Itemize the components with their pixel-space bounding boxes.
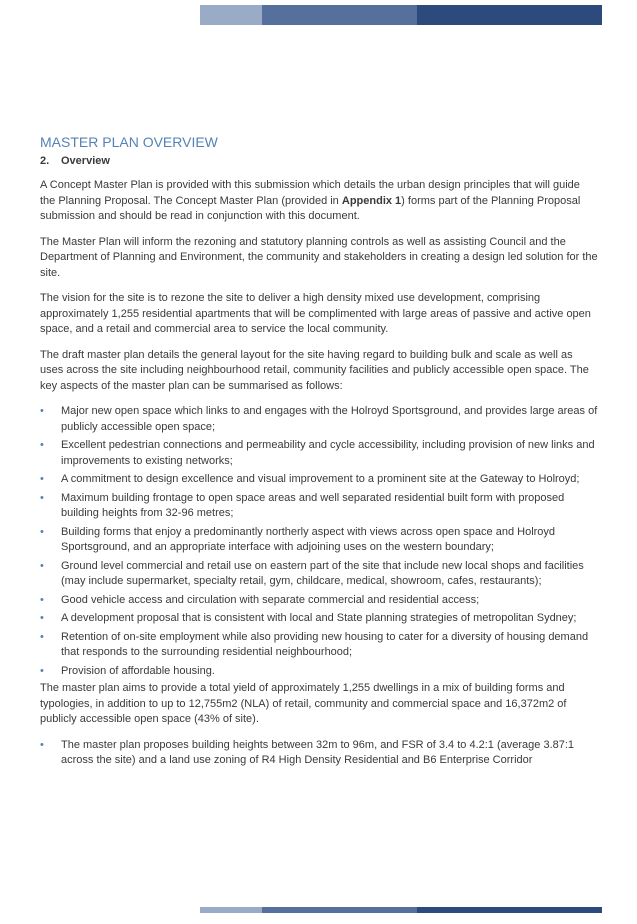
list-item-text: The master plan proposes building heights between 32m to 96m, and FSR of 3.4 to 4.2:1 (average 3.87:1 across the site) and a land use zoning of R4 High Density Residential and B6 Enterprise Corridor [61,738,575,766]
list-item-text: A commitment to design excellence and visual improvement to a prominent site at the Gateway to Holroyd; [61,473,580,485]
list-item-text: Good vehicle access and circulation with separate commercial and residential access; [61,593,480,606]
list-item [40,472,598,488]
list-item-text: Ground level commercial and retail use on eastern part of the site that include new local shops and facilities (may include supermarket, specialty retail, gym, childcare, medical, showroom, cafes, restaurants); [61,559,584,587]
list-item [40,611,598,627]
bullet-icon: • [40,525,44,538]
list-item-text: Provision of affordable housing. [61,664,215,677]
list-item-text: Building forms that enjoy a predominantly northerly aspect with views across open space and Holroyd Sportsground, and an appropriate interface with adjoining uses on the western boundary; [61,525,556,553]
section-heading [40,154,598,168]
list-item [40,491,598,522]
list-item [40,630,598,661]
paragraph-master-plan-inform: The Master Plan will inform the rezoning and statutory planning controls as well as assisting Council and the Department of Planning and Environment, the community and stakeholders in creating a design led solution for the site. [40,235,598,279]
bullet-icon: • [40,664,44,677]
bullet-icon: • [40,473,44,485]
header-band-dark [417,5,602,25]
list-item-text: A development proposal that is consistent with local and State planning strategies of metropolitan Sydney; [61,612,577,624]
header-band [200,5,602,25]
page-content [40,133,598,772]
paragraph-concept-master-plan [40,178,598,225]
list-item [40,525,598,556]
list-item [40,738,598,769]
bullet-icon: • [40,630,44,643]
list-item-text: Maximum building frontage to open space areas and well separated residential built form with proposed building heights from 32-96 metres; [61,491,565,519]
bullet-icon: • [40,593,44,606]
paragraph-vision: The vision for the site is to rezone the site to deliver a high density mixed use development, comprising approximately 1,255 residential apartments that will be complimented with large areas of passive and active open space, and a retail and commercial area to service the local community. [40,292,591,335]
footer-band-mid [262,907,417,913]
list-item [40,664,598,680]
paragraph-text: ) forms part of the Planning Proposal submission and should be read in conjunction with this document. [40,194,581,222]
list-item [40,438,598,469]
list-item [40,404,598,435]
page-title: MASTER PLAN OVERVIEW [40,134,218,150]
paragraph-draft-master-plan: The draft master plan details the general layout for the site having regard to building bulk and scale as well as uses across the site including neighbourhood retail, community facilities and publicly accessible open space. The key aspects of the master plan can be summarised as follows: [40,348,589,392]
bullet-icon: • [40,491,44,504]
header-band-light [200,5,262,25]
paragraph-total-yield: The master plan aims to provide a total yield of approximately 1,255 dwellings in a mix of building forms and typologies, in addition to up to 12,755m2 (NLA) of retail, community and commercial space and 16,372m2 of publicly accessible open space (43% of site). [40,682,567,725]
footer-band-dark [417,907,602,913]
section-title: Overview [61,155,110,167]
bullet-icon: • [40,559,44,572]
section-number: 2. [40,155,50,167]
footer-band-light [200,907,262,913]
footer-band [200,907,602,913]
list-item-text: Major new open space which links to and engages with the Holroyd Sportsground, and provides large areas of publicly accessible open space; [61,405,598,433]
paragraph-text: A Concept Master Plan is provided with this submission which details the urban design principles that will guide the Planning Proposal. The Concept Master Plan (provided in [40,179,580,207]
bullet-icon: • [40,612,44,624]
list-item-text: Retention of on-site employment while also providing new housing to cater for a diversity of housing demand that responds to the surrounding residential neighbourhood; [61,630,589,658]
key-aspects-list [40,404,598,679]
list-item-text: Excellent pedestrian connections and permeability and cycle accessibility, including provision of new links and improvements to existing networks; [61,439,595,467]
final-points-list [40,738,598,769]
list-item [40,593,598,609]
bullet-icon: • [40,405,44,417]
appendix-reference: Appendix 1 [341,194,402,207]
bullet-icon: • [40,738,44,751]
bullet-icon: • [40,439,44,451]
list-item [40,559,598,590]
header-band-mid [262,5,417,25]
